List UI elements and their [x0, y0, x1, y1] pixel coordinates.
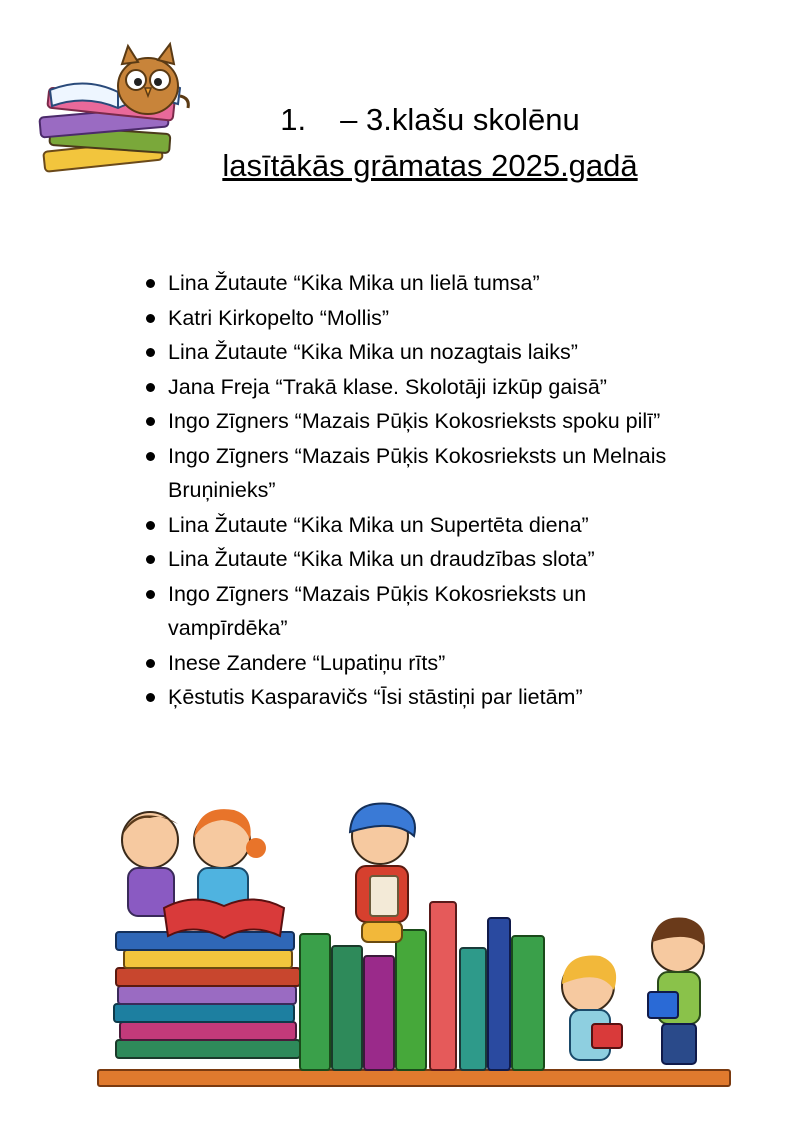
- list-item: Jana Freja “Trakā klase. Skolotāji izkūp gaisā”: [146, 370, 706, 405]
- list-item: Lina Žutaute “Kika Mika un nozagtais laiks”: [146, 335, 706, 370]
- list-item: Ķēstutis Kasparavičs “Īsi stāstiņi par lietām”: [146, 680, 706, 715]
- title-text-line-1: – 3.klašu skolēnu: [340, 102, 580, 137]
- kids-reading-illustration: [94, 796, 734, 1106]
- book-list: [146, 266, 706, 715]
- list-item: Ingo Zīgners “Mazais Pūķis Kokosrieksts spoku pilī”: [146, 404, 706, 439]
- page-title-line-2: lasītākās grāmatas 2025.gadā: [222, 148, 638, 183]
- page-title-line-1: [150, 100, 710, 140]
- list-item: Ingo Zīgners “Mazais Pūķis Kokosrieksts un vampīrdēka”: [146, 577, 706, 646]
- list-item: Inese Zandere “Lupatiņu rīts”: [146, 646, 706, 681]
- list-item: Ingo Zīgners “Mazais Pūķis Kokosrieksts un Melnais Bruņinieks”: [146, 439, 706, 508]
- list-item: Katri Kirkopelto “Mollis”: [146, 301, 706, 336]
- list-item: Lina Žutaute “Kika Mika un lielā tumsa”: [146, 266, 706, 301]
- list-item: Lina Žutaute “Kika Mika un draudzības slota”: [146, 542, 706, 577]
- title-block: [150, 100, 710, 186]
- title-number: 1.: [280, 102, 307, 137]
- list-item: Lina Žutaute “Kika Mika un Supertēta diena”: [146, 508, 706, 543]
